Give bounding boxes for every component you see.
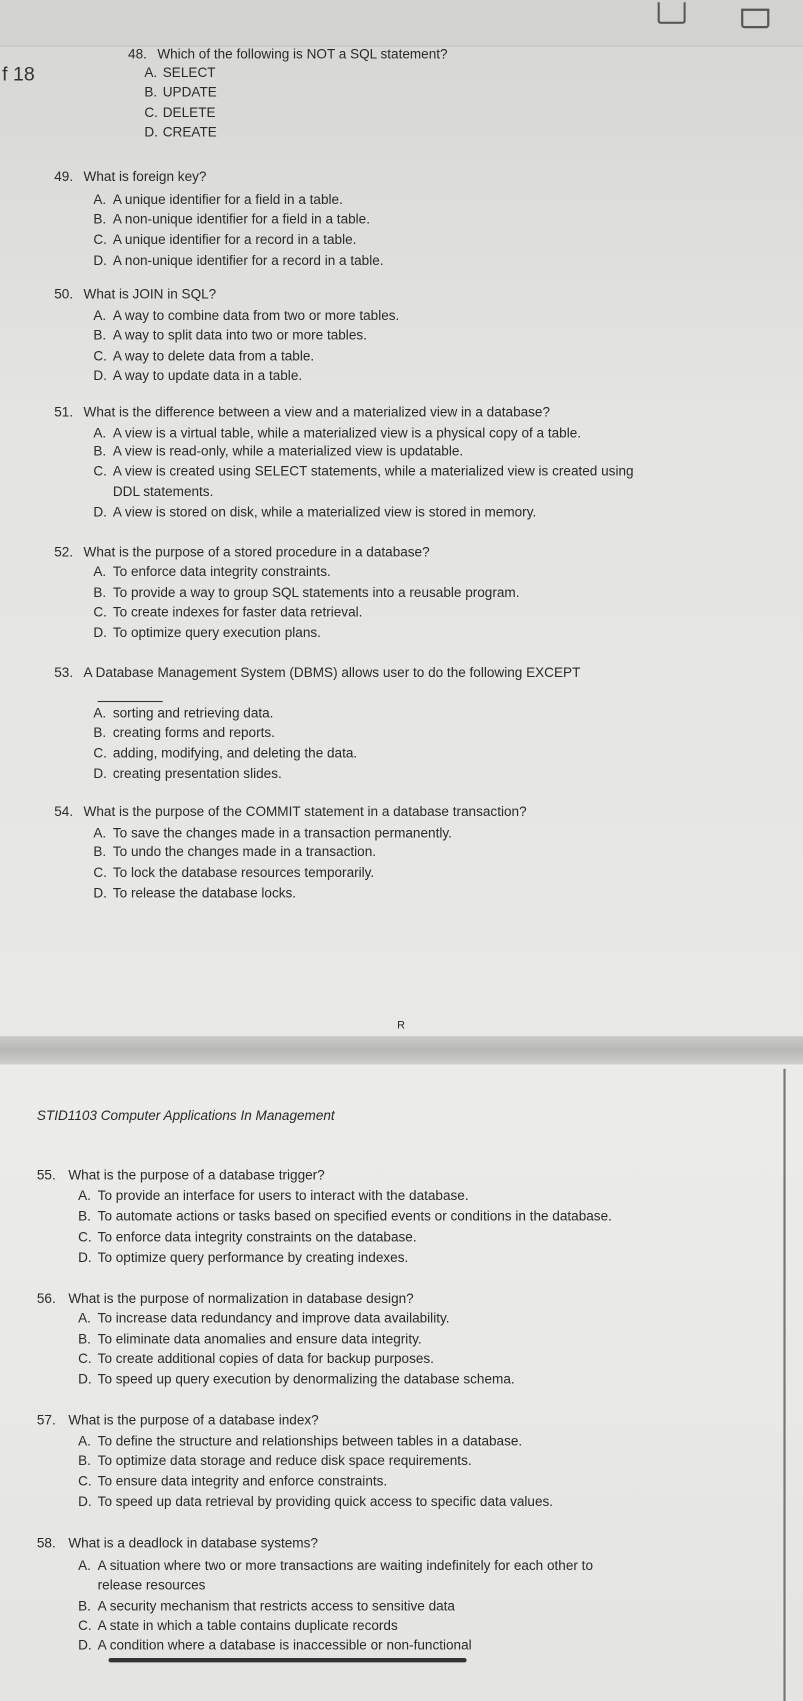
option-letter: B. (78, 1331, 91, 1347)
question-text: What is a deadlock in database systems? (68, 1535, 318, 1551)
option-text: To enforce data integrity constraints. (112, 564, 331, 580)
share-icon[interactable] (658, 2, 686, 24)
option-letter: C. (78, 1350, 92, 1367)
option-letter: B. (78, 1452, 91, 1469)
question-number: 48. (128, 46, 147, 62)
question-text: What is the purpose of normalization in database design? (68, 1291, 414, 1307)
option-text: To enforce data integrity constraints on the database. (97, 1229, 417, 1245)
option-text: To create additional copies of data for backup purposes. (97, 1350, 434, 1367)
option-letter: D. (93, 367, 107, 384)
option-letter: A. (78, 1188, 91, 1204)
option-text: A unique identifier for a record in a table. (112, 232, 357, 248)
option-letter: A. (93, 192, 107, 208)
option-text: A security mechanism that restricts access to sensitive data (97, 1598, 455, 1614)
course-header: STID1103 Computer Applications In Management (36, 1107, 335, 1124)
option-text: A condition where a database is inaccessible or non-functional (97, 1637, 472, 1653)
question-number: 55. (36, 1167, 56, 1183)
page-indicator: f 18 (2, 62, 35, 85)
option-letter: C. (93, 348, 107, 364)
option-letter: D. (78, 1494, 92, 1510)
option-text: To optimize data storage and reduce disk space requirements. (97, 1452, 472, 1469)
option-text: To release the database locks. (112, 885, 297, 901)
option-letter: D. (144, 124, 158, 140)
option-letter: D. (93, 504, 107, 520)
option-text: A way to combine data from two or more tables. (112, 308, 400, 324)
option-letter: B. (144, 84, 158, 100)
option-letter: B. (78, 1598, 91, 1614)
option-letter: B. (93, 327, 107, 343)
page-divider (0, 1036, 803, 1064)
option-text-continuation: release resources (97, 1577, 206, 1593)
option-letter: B. (93, 584, 107, 601)
option-text: To optimize query performance by creating indexes. (97, 1250, 409, 1266)
question-number: 51. (54, 404, 74, 420)
option-letter: D. (78, 1250, 92, 1266)
option-text: SELECT (162, 65, 216, 81)
option-letter: A. (144, 65, 158, 81)
option-letter: A. (93, 705, 107, 721)
option-letter: B. (93, 443, 107, 459)
question-text: What is the purpose of the COMMIT statement in a database transaction? (83, 804, 527, 820)
option-text: To speed up data retrieval by providing quick access to specific data values. (97, 1494, 554, 1510)
option-text: A view is read-only, while a materialized view is updatable. (112, 443, 464, 459)
option-text: CREATE (162, 124, 217, 140)
question-number: 50. (54, 286, 74, 302)
option-letter: D. (78, 1637, 92, 1653)
option-text: A non-unique identifier for a field in a table. (112, 211, 370, 227)
option-text: To save the changes made in a transaction permanently. (112, 825, 452, 841)
option-text: To lock the database resources temporarily. (112, 864, 375, 881)
option-letter: C. (144, 105, 158, 121)
option-text: A situation where two or more transactions are waiting indefinitely for each other to (97, 1558, 594, 1574)
option-text: sorting and retrieving data. (112, 705, 274, 721)
option-letter: B. (93, 724, 107, 741)
page-edge (783, 1069, 785, 1701)
question-text: What is the purpose of a database trigger? (68, 1167, 325, 1183)
question-number: 49. (54, 169, 74, 185)
option-text: A view is created using SELECT statements, while a materialized view is created using (112, 463, 634, 479)
top-toolbar (0, 0, 803, 47)
option-text: A view is a virtual table, while a materialized view is a physical copy of a table. (112, 425, 582, 441)
option-text: To undo the changes made in a transaction. (112, 844, 377, 860)
question-text: What is JOIN in SQL? (83, 286, 217, 302)
option-text: DELETE (162, 105, 216, 121)
option-text: A way to delete data from a table. (112, 348, 315, 364)
option-text: adding, modifying, and deleting the data. (112, 745, 358, 761)
option-text: A way to update data in a table. (112, 367, 303, 384)
option-letter: C. (93, 864, 107, 881)
option-letter: A. (93, 308, 107, 324)
option-letter: D. (93, 885, 107, 901)
option-letter: A. (78, 1558, 91, 1574)
option-text-continuation: DDL statements. (112, 483, 214, 500)
option-text: A state in which a table contains duplicate records (97, 1617, 398, 1634)
option-text: UPDATE (162, 84, 217, 100)
page-number-mark: R (397, 1019, 405, 1032)
option-text: To provide a way to group SQL statements into a reusable program. (112, 584, 520, 601)
question-number: 57. (36, 1412, 56, 1428)
question-number: 52. (54, 544, 74, 560)
option-text: To optimize query execution plans. (112, 625, 321, 641)
option-letter: B. (78, 1208, 91, 1224)
question-text: What is the difference between a view and a materialized view in a database? (83, 404, 551, 420)
option-letter: D. (93, 766, 107, 782)
option-letter: B. (93, 844, 107, 860)
option-text: To create indexes for faster data retrieval. (112, 604, 363, 620)
option-text: A unique identifier for a field in a table. (112, 192, 343, 208)
option-letter: C. (93, 463, 107, 479)
question-number: 56. (36, 1291, 56, 1307)
question-number: 58. (36, 1535, 56, 1551)
option-letter: C. (78, 1473, 92, 1489)
option-letter: D. (78, 1371, 92, 1387)
option-text: To define the structure and relationships between tables in a database. (97, 1433, 523, 1449)
option-letter: A. (93, 825, 107, 841)
option-text: To ensure data integrity and enforce constraints. (97, 1473, 388, 1489)
option-text: A way to split data into two or more tables. (112, 327, 367, 343)
question-number: 53. (54, 665, 74, 681)
option-letter: A. (78, 1310, 91, 1326)
answer-blank (98, 701, 163, 702)
question-text: What is the purpose of a database index? (68, 1412, 319, 1428)
question-text: What is foreign key? (83, 169, 207, 185)
option-letter: D. (93, 625, 107, 641)
option-letter: B. (93, 211, 107, 227)
question-text: A Database Management System (DBMS) allows user to do the following EXCEPT (83, 665, 581, 681)
option-letter: C. (93, 745, 107, 761)
edit-icon[interactable] (741, 9, 769, 29)
question-text: Which of the following is NOT a SQL statement? (157, 46, 448, 62)
option-letter: D. (93, 252, 107, 269)
option-text: A view is stored on disk, while a materialized view is stored in memory. (112, 504, 537, 520)
option-letter: C. (93, 604, 107, 620)
question-text: What is the purpose of a stored procedure in a database? (83, 544, 430, 560)
option-letter: A. (93, 564, 107, 580)
option-text: To increase data redundancy and improve data availability. (97, 1310, 450, 1326)
option-text: To eliminate data anomalies and ensure data integrity. (97, 1331, 422, 1347)
pen-shadow (109, 1658, 467, 1662)
option-text: A non-unique identifier for a record in a table. (112, 252, 384, 269)
option-text: To speed up query execution by denormalizing the database schema. (97, 1371, 515, 1387)
option-letter: C. (78, 1229, 92, 1245)
question-number: 54. (54, 804, 74, 820)
option-letter: A. (93, 425, 107, 441)
option-text: To provide an interface for users to interact with the database. (97, 1188, 469, 1204)
option-text: creating presentation slides. (112, 766, 282, 782)
option-letter: A. (78, 1433, 91, 1449)
option-text: To automate actions or tasks based on specified events or conditions in the database. (97, 1208, 612, 1224)
option-letter: C. (78, 1617, 92, 1634)
option-text: creating forms and reports. (112, 724, 275, 741)
option-letter: C. (93, 232, 107, 248)
